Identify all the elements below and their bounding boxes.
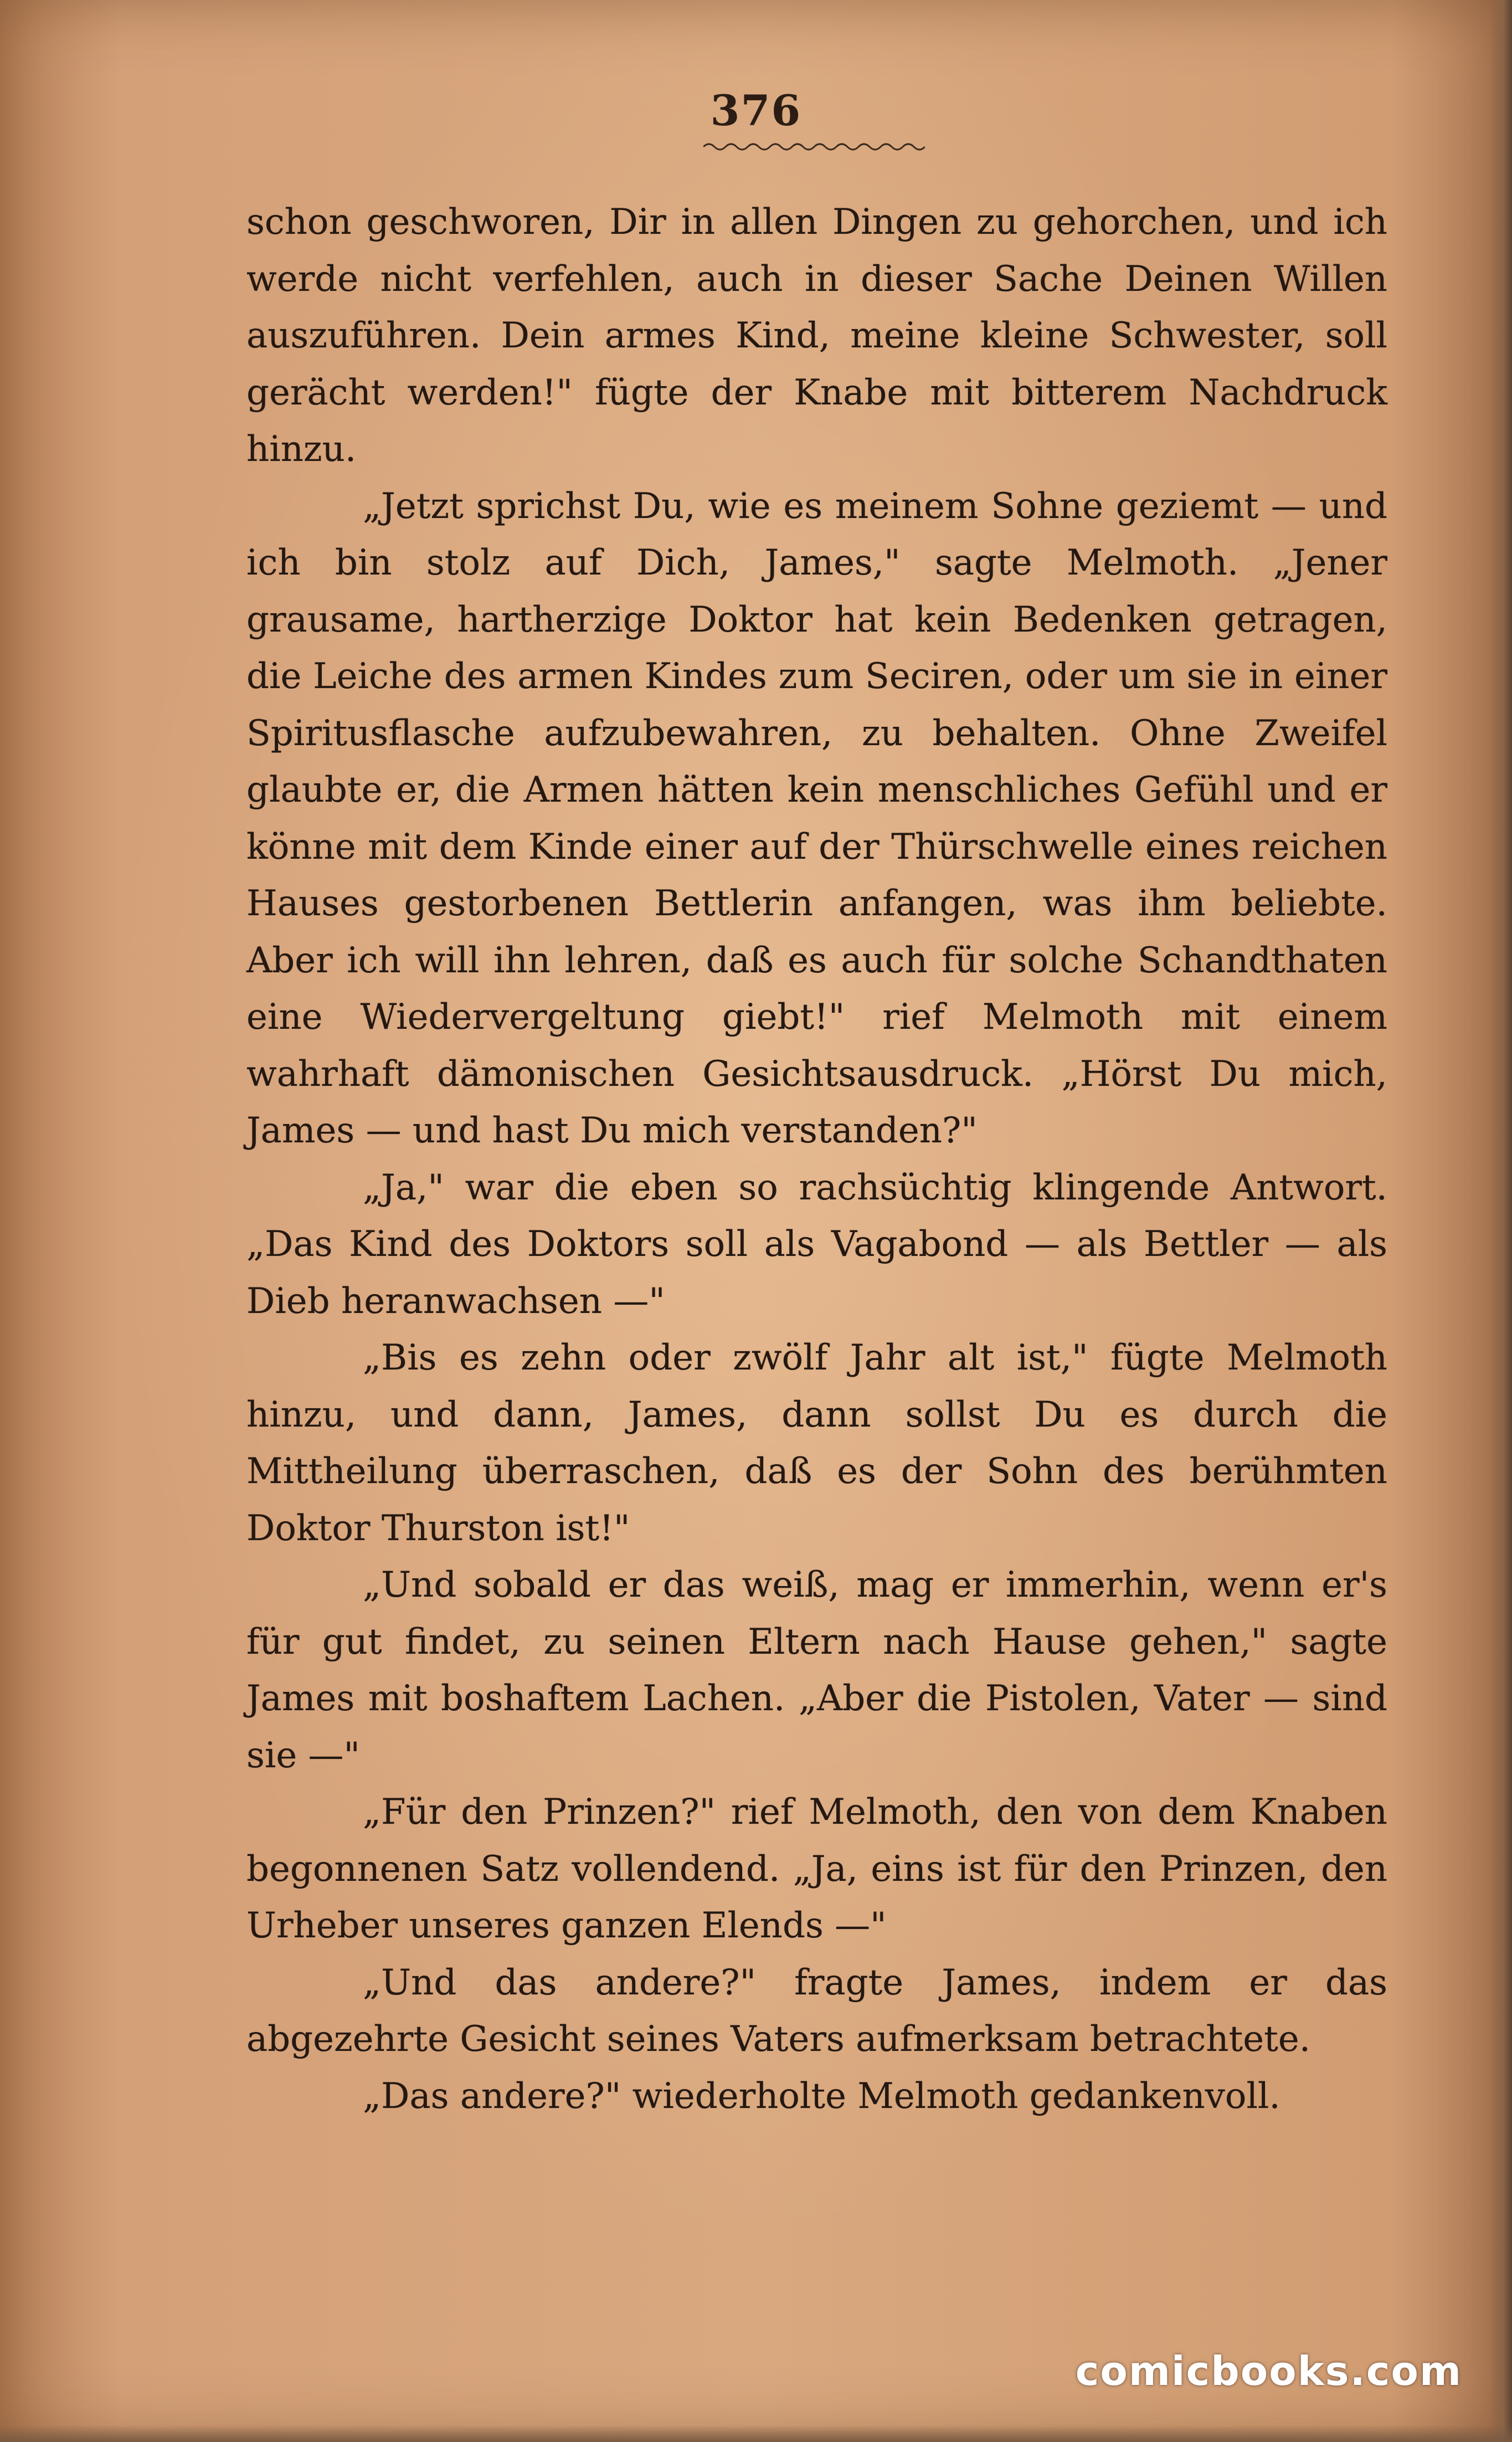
paragraph-6: „Für den Prinzen?" rief Melmoth, den von dem Knaben begonnenen Satz vollendend. „Ja, eins ist für den Prinzen, den Urheber unseres ganzen Elends —" [246,1792,1387,1946]
page-number: 376 [710,86,802,135]
paragraph-3: „Ja," war die eben so rachsüchtig klingende Antwort. „Das Kind des Doktors soll als Vagabond — als Bettler — als Dieb heranwachsen —" [246,1167,1387,1322]
page-edge-shadow-right [1490,0,1512,2442]
wavy-rule-ornament [703,138,925,155]
paragraph-5: „Und sobald er das weiß, mag er immerhin, wenn er's für gut findet, zu seinen Eltern nach Hause gehen," sagte James mit boshaftem Lachen. „Aber die Pistolen, Vater — sind sie —" [246,1564,1387,1776]
paragraph-7: „Und das andere?" fragte James, indem er das abgezehrte Gesicht seines Vaters aufmerksam betrachtete. [246,1962,1387,2060]
paragraph-8: „Das andere?" wiederholte Melmoth gedankenvoll. [363,2075,1280,2117]
paragraph-1: schon geschworen, Dir in allen Dingen zu gehorchen, und ich werde nicht verfehlen, auch in dieser Sache Deinen Willen auszuführen. Dein armes Kind, meine kleine Schwester, soll gerächt werden!" fügte der Knabe mit bitterem Nachdruck hinzu. [246,202,1387,470]
paragraph-2: „Jetzt sprichst Du, wie es meinem Sohne geziemt — und ich bin stolz auf Dich, James," sagte Melmoth. „Jener grausame, hartherzige Doktor hat kein Bedenken getragen, die Leiche des armen Kindes zum Seciren, oder um sie in einer Spiritusflasche aufzubewahren, zu behalten. Ohne Zweifel glaubte er, die Armen hätten kein menschliches Gefühl und er könne mit dem Kinde einer auf der Thürschwelle eines reichen Hauses gestorbenen Bettlerin anfangen, was ihm beliebte. Aber ich will ihn lehren, daß es auch für solche Schandthaten eine Wiedervergeltung giebt!" rief Melmoth mit einem wahrhaft dämonischen Gesichtsausdruck. „Hörst Du mich, James — und hast Du mich verstanden?" [246,485,1387,1151]
body-text [246,194,1387,2125]
page-edge-shadow-bottom [0,2425,1512,2442]
paragraph-4: „Bis es zehn oder zwölf Jahr alt ist," fügte Melmoth hinzu, und dann, James, dann sollst Du es durch die Mittheilung überraschen, daß es der Sohn des berühmten Doktor Thurston ist!" [246,1337,1387,1549]
watermark-text: comicbooks.com [1075,2348,1462,2394]
